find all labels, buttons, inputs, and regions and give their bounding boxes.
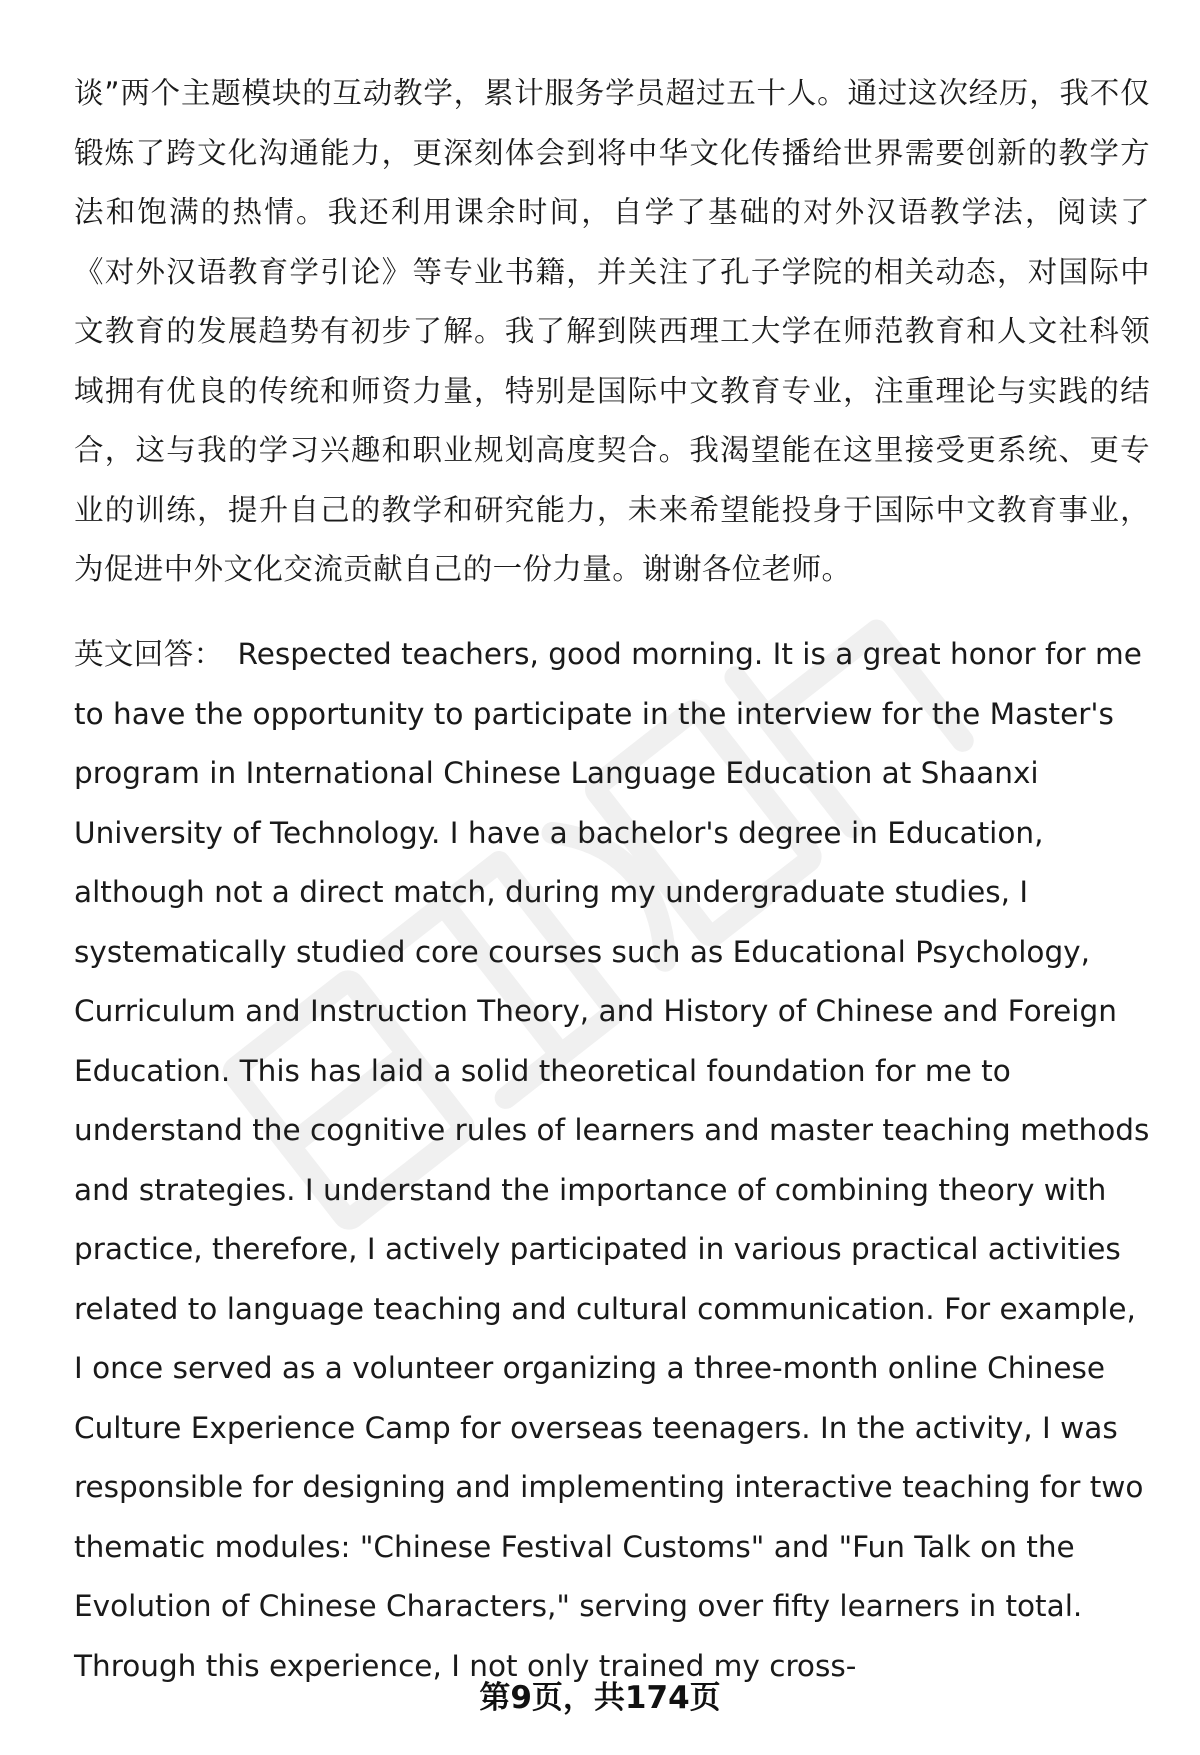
- english-answer-paragraph: [74, 625, 1150, 1696]
- english-answer-text: Respected teachers, good morning. It is a great honor for me to have the opportunity to participate in the interview for the Master's program in International Chinese Language Education at Shaanxi University of Technology. I have a bachelor's degree in Education, although not a direct match, during my undergraduate studies, I systematically studied core courses such as Educational Psychology, Curriculum and Instruction Theory, and History of Chinese and Foreign Education. This has laid a solid theoretical foundation for me to understand the cognitive rules of learners and master teaching methods and strategies. I understand the importance of combining theory with practice, therefore, I actively participated in various practical activities related to language teaching and cultural communication. For example, I once served as a volunteer organizing a three-month online Chinese Culture Experience Camp for overseas teenagers. In the activity, I was responsible for designing and implementing interactive teaching for two thematic modules: "Chinese Festival Customs" and "Fun Talk on the Evolution of Chinese Characters," serving over fifty learners in total. Through this experience, I not only trained my cross-: [74, 637, 1150, 1683]
- english-answer-label: 英文回答：: [74, 637, 224, 671]
- page-number-footer: 第9页，共174页: [479, 1680, 721, 1716]
- chinese-answer-paragraph: 谈”两个主题模块的互动教学，累计服务学员超过五十人。通过这次经历，我不仅锻炼了跨文化沟通能力，更深刻体会到将中华文化传播给世界需要创新的教学方法和饱满的热情。我还利用课余时间，自学了基础的对外汉语教学法，阅读了《对外汉语教育学引论》等专业书籍，并关注了孔子学院的相关动态，对国际中文教育的发展趋势有初步了解。我了解到陕西理工大学在师范教育和人文社科领域拥有优良的传统和师资力量，特别是国际中文教育专业，注重理论与实践的结合，这与我的学习兴趣和职业规划高度契合。我渴望能在这里接受更系统、更专业的训练，提升自己的教学和研究能力，未来希望能投身于国际中文教育事业，为促进中外文化交流贡献自己的一份力量。谢谢各位老师。: [74, 76, 1150, 586]
